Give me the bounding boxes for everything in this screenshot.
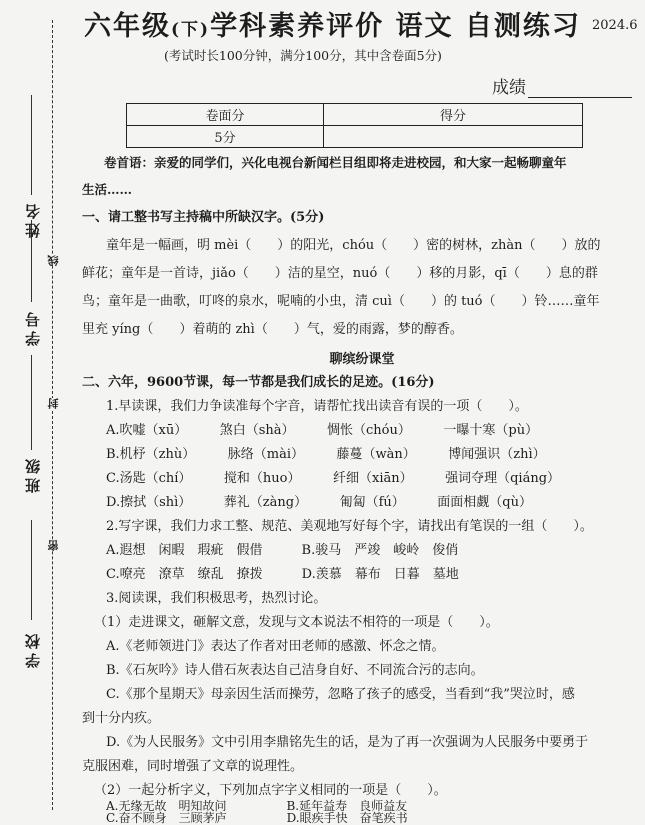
name-field[interactable] bbox=[31, 95, 32, 195]
name-label: 姓名 bbox=[24, 200, 42, 238]
q2-2-options-ab: A.遐想 闲暇 瑕疵 假借 B.骏马 严竣 峻岭 俊俏 bbox=[106, 543, 459, 558]
mark-mi: 密 bbox=[47, 540, 60, 551]
school-field[interactable] bbox=[31, 520, 32, 620]
section-2-heading: 二、六年，9600节课，每一节都是我们成长的足迹。(16分) bbox=[82, 375, 435, 390]
score-table-cell-1: 5分 bbox=[127, 126, 324, 148]
q2-3-2-options-ab: A.无缘无故 明知故问 B.延年益寿 良师益友 bbox=[106, 799, 408, 813]
binding-margin bbox=[0, 0, 72, 820]
q2-3-1-option-c-cont: 到十分内疚。 bbox=[82, 711, 161, 726]
school-label: 学校 bbox=[24, 630, 42, 668]
exam-date: 2024.6 bbox=[592, 18, 638, 33]
q2-3-1-option-b: B.《石灰吟》诗人借石灰表达自己洁身自好、不同流合污的志向。 bbox=[106, 663, 484, 678]
score-label: 成绩 bbox=[492, 78, 526, 98]
q2-1-option-d: D.擦拭（shì） 葬礼（zàng） 匍匐（fú） 面面相觑（qù） bbox=[106, 495, 532, 510]
score-field[interactable] bbox=[528, 81, 632, 98]
q2-2-options-cd: C.嘹亮 潦草 缭乱 撩拨 D.羡慕 幕布 日暮 墓地 bbox=[106, 567, 459, 582]
q1-line-1: 童年是一幅画，明 mèi（ ）的阳光，chóu（ ）密的树林，zhàn（ ）放的 bbox=[106, 238, 601, 253]
section-1-heading: 一、请工整书写主持稿中所缺汉字。(5分) bbox=[82, 210, 325, 225]
q1-line-2: 鲜花；童年是一首诗，jiǎo（ ）洁的星空，nuó（ ）移的月影，qī（ ）息的群 bbox=[82, 266, 598, 281]
q2-1-stem: 1.早读课，我们力争读准每个字音，请帮忙找出读音有误的一项（ ）。 bbox=[106, 399, 528, 414]
page-title: 六年级(下)学科素养评价 语文 自测练习 bbox=[84, 11, 581, 42]
q2-2-stem: 2.写字课，我们力求工整、规范、美观地写好每个字，请找出有笔误的一组（ ）。 bbox=[106, 519, 593, 534]
score-table-cell-2[interactable] bbox=[324, 126, 583, 148]
preface-line-2: 生活…… bbox=[82, 182, 133, 197]
q1-line-4: 里充 yíng（ ）着萌的 zhì（ ）气，爱的雨露，梦的醇香。 bbox=[82, 322, 463, 337]
class-field[interactable] bbox=[31, 355, 32, 450]
q1-line-3: 鸟；童年是一曲歌，叮咚的泉水，呢喃的小虫，清 cuì（ ）的 tuó（ ）铃……童年 bbox=[82, 294, 600, 309]
q2-3-stem: 3.阅读课，我们积极思考，热烈讨论。 bbox=[106, 591, 327, 606]
preface-line-1: 卷首语：亲爱的同学们，兴化电视台新闻栏目组即将走进校园，和大家一起畅聊童年 bbox=[104, 155, 567, 170]
class-label: 班级 bbox=[24, 455, 42, 493]
q2-1-option-b: B.机杼（zhù） 脉络（mài） 藤蔓（wàn） 博闻强识（zhì） bbox=[106, 447, 546, 462]
q2-3-2-stem: （2）一起分析字义，下列加点字字义相同的一项是（ ）。 bbox=[94, 783, 447, 798]
q2-1-option-c: C.汤匙（chí） 搅和（huo） 纤细（xiān） 强词夺理（qiáng） bbox=[106, 471, 561, 486]
q2-3-1-option-a: A.《老师领进门》表达了作者对田老师的感激、怀念之情。 bbox=[106, 639, 445, 654]
section-heading-classroom: 聊缤纷课堂 bbox=[329, 352, 395, 367]
number-label: 学号 bbox=[24, 308, 42, 346]
mark-xian: 线 bbox=[47, 255, 60, 266]
q2-3-1-option-d: D.《为人民服务》文中引用李鼎铭先生的话，是为了再一次强调为人民服务中要勇于 bbox=[106, 735, 589, 750]
score-table-header-1: 卷面分 bbox=[127, 104, 324, 126]
score-table-header-2: 得分 bbox=[324, 104, 583, 126]
q2-3-1-option-d-cont: 克服困难，同时增强了文章的说理性。 bbox=[82, 759, 304, 774]
fold-line bbox=[52, 20, 53, 810]
score-line bbox=[492, 73, 632, 98]
q2-1-option-a: A.吹嘘（xū） 煞白（shà） 惆怅（chóu） 一曝十寒（pù） bbox=[106, 423, 539, 438]
q2-3-2-options-cd: C.奋不顾身 三顾茅庐 D.眼疾手快 奋笔疾书 bbox=[106, 811, 408, 825]
q2-3-1-option-c: C.《那个星期天》母亲因生活而操劳，忽略了孩子的感受，当看到“我”哭泣时，感 bbox=[106, 687, 575, 702]
q2-3-1-stem: （1）走进课文，砸解文意，发现与文本说法不相符的一项是（ ）。 bbox=[94, 615, 499, 630]
exam-subtitle: (考试时长100分钟，满分100分，其中含卷面5分) bbox=[164, 48, 442, 63]
mark-feng: 封 bbox=[47, 398, 60, 409]
score-table bbox=[126, 103, 583, 148]
